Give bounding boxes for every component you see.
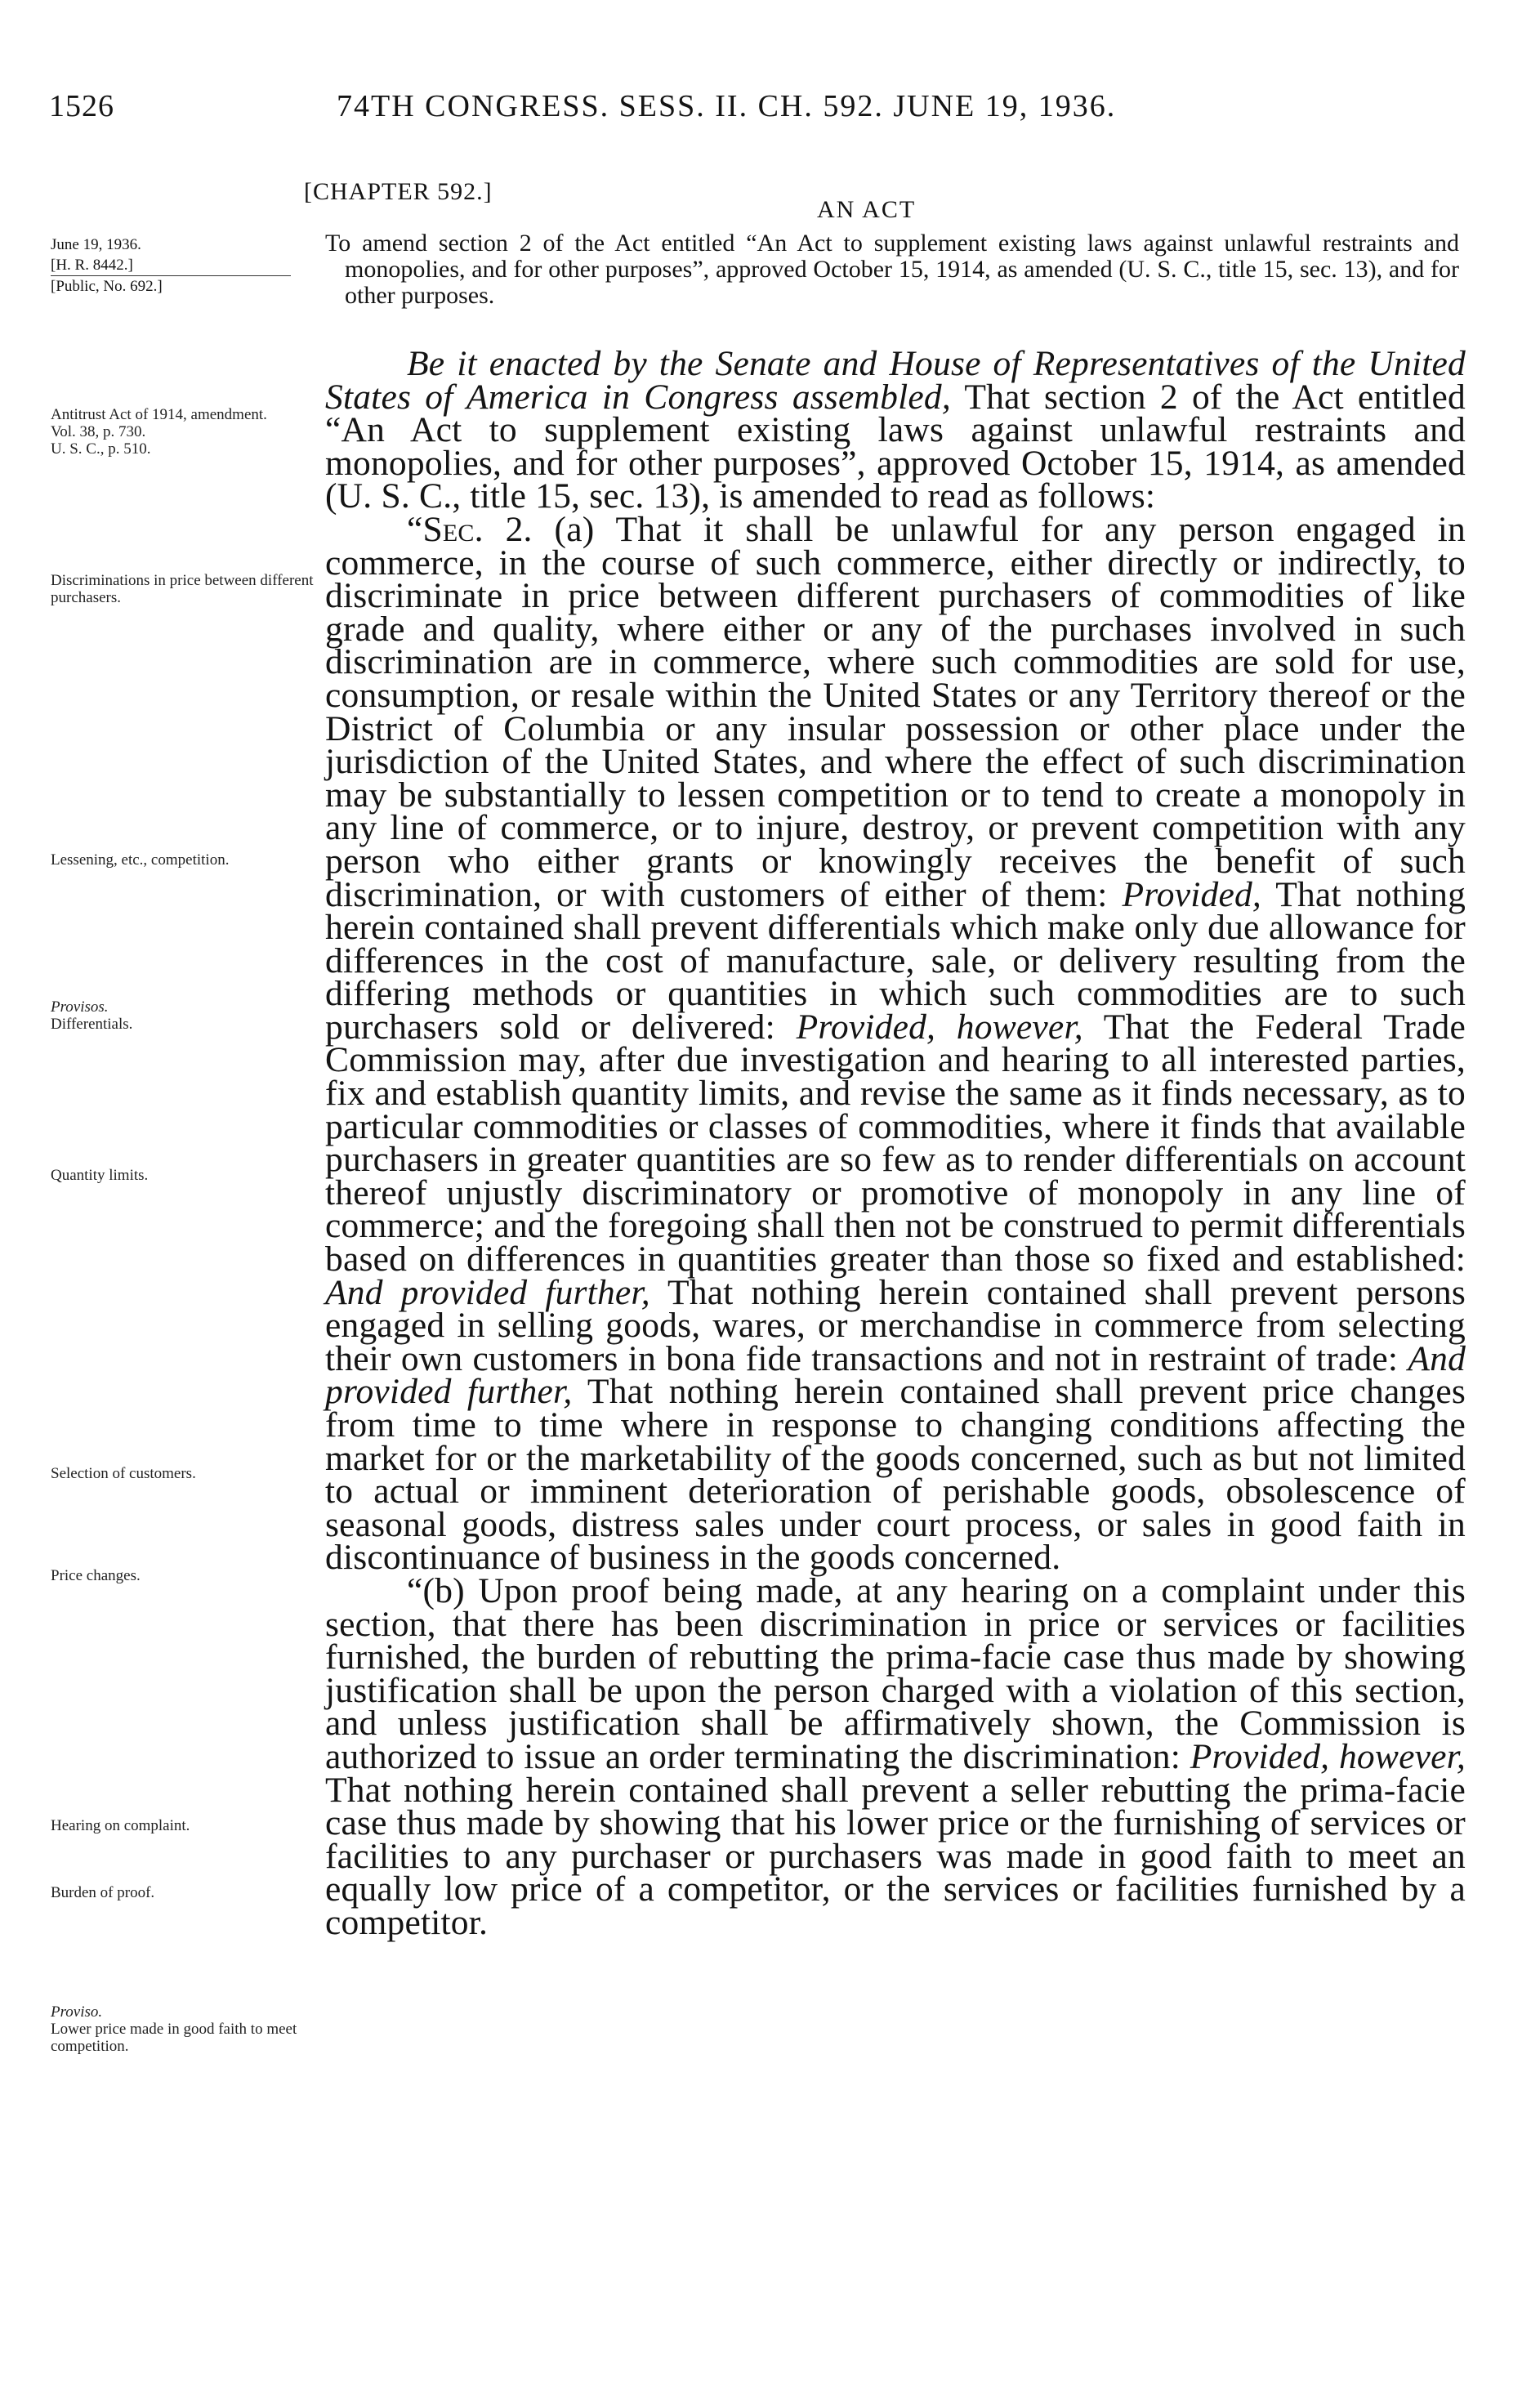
- margin-note-selection: Selection of customers.: [51, 1465, 196, 1482]
- public-law-number: [Public, No. 692.]: [51, 278, 163, 295]
- page-number: 1526: [49, 89, 114, 123]
- enactment-date: June 19, 1936.: [51, 236, 141, 253]
- enacting-clause: Be it enacted by the Senate and House of Representatives of the United States of America in Congress assembled,: [325, 344, 1466, 417]
- bill-number: [H. R. 8442.]: [51, 257, 133, 274]
- margin-note-burden: Burden of proof.: [51, 1884, 155, 1901]
- margin-note-lessening: Lessening, etc., competition.: [51, 851, 230, 869]
- act-body: [325, 344, 1466, 1942]
- margin-note-discriminations: Discriminations in price between different purchasers.: [51, 572, 314, 606]
- margin-note-price-changes: Price changes.: [51, 1567, 141, 1584]
- margin-note-antitrust: Antitrust Act of 1914, amendment. Vol. 38, p. 730. U. S. C., p. 510.: [51, 406, 267, 458]
- legislative-ids: [51, 234, 314, 297]
- running-title: 74TH CONGRESS. SESS. II. CH. 592. JUNE 19, 1936.: [337, 89, 1117, 123]
- section-label: “Sec. 2.: [407, 509, 533, 549]
- section-2b-paragraph: “(b) Upon proof being made, at any hearing on a complaint under this section, that there has been discrimination in price or services or facilities furnished, the burden of rebutting the prima-facie case thus made by showing justification shall be upon the person charged with a violation of this section, and unless justification shall be affirmatively shown, the Commission is authorized to issue an order terminating the discrimination: Provided, however, That nothing herein contained shall prevent a seller rebutting the prima-facie case thus made by showing that his lower price or the furnishing of services or facilities to any purchaser or purchasers was made in good faith to meet an equally low price of a competitor, or the services or facilities furnished by a competitor.: [325, 1570, 1466, 1942]
- running-head: [49, 88, 1471, 137]
- margin-note-provisos: Provisos. Differentials.: [51, 998, 133, 1033]
- margin-note-quantity: Quantity limits.: [51, 1167, 149, 1184]
- act-heading: AN ACT: [817, 196, 917, 223]
- margin-note-proviso-lower-price: Proviso. Lower price made in good faith to meet competition.: [51, 2003, 297, 2055]
- chapter-label: [CHAPTER 592.]: [304, 178, 493, 205]
- enacting-paragraph: Be it enacted by the Senate and House of Representatives of the United States of America in Congress assembled, That section 2 of the Act entitled “An Act to supplement existing laws against unlawful restraints and monopolies, and for other purposes”, approved October 15, 1914, as amended (U. S. C., title 15, sec. 13), is amended to read as follows:: [325, 344, 1466, 516]
- section-2a-paragraph: “Sec. 2. (a) That it shall be unlawful for any person engaged in commerce, in the course of such commerce, either directly or indirectly, to discriminate in price between different purchasers of commodities of like grade and quality, where either or any of the purchases involved in such discrimination are in commerce, where such commodities are sold for use, consumption, or resale within the United States or any Territory thereof or the District of Columbia or any insular possession or other place under the jurisdiction of the United States, and where the effect of such discrimination may be substantially to lessen competition or to tend to create a monopoly in any line of commerce, or to injure, destroy, or prevent competition with any person who either grants or knowingly receives the benefit of such discrimination, or with customers of either of them: Provided, That nothing herein contained shall prevent differentials which make only due allowance for differences in the cost of manufacture, sale, or delivery resulting from the differing methods or quantities in which such commodities are to such purchasers sold or delivered: Provided, however, That the Federal Trade Commission may, after due investigation and hearing to all interested parties, fix and establish quantity limits, and revise the same as it finds necessary, as to particular commodities or classes of commodities, where it finds that available purchasers in greater quantities are so few as to render differentials on account thereof unjustly discriminatory or promotive of monopoly in any line of commerce; and the foregoing shall then not be construed to permit differentials based on differences in quantities greater than those so fixed and established: And provided further, That nothing herein contained shall prevent persons engaged in selling goods, wares, or merchandise in commerce from selecting their own customers in bona fide transactions and not in restraint of trade: And provided further, That nothing herein contained shall prevent price changes from time to time where in response to changing conditions affecting the market for or the marketability of the goods concerned, such as but not limited to actual or imminent deterioration of perishable goods, obsolescence of seasonal goods, distress sales under court process, or sales in good faith in discontinuance of business in the goods concerned.: [325, 509, 1466, 1578]
- margin-note-hearing: Hearing on complaint.: [51, 1817, 190, 1834]
- act-title: To amend section 2 of the Act entitled “An Act to supplement existing laws against unlawful restraints and monopolies, and for other purposes”, approved October 15, 1914, as amended (U. S. C., title 15, sec. 13), and for other purposes.: [325, 230, 1459, 309]
